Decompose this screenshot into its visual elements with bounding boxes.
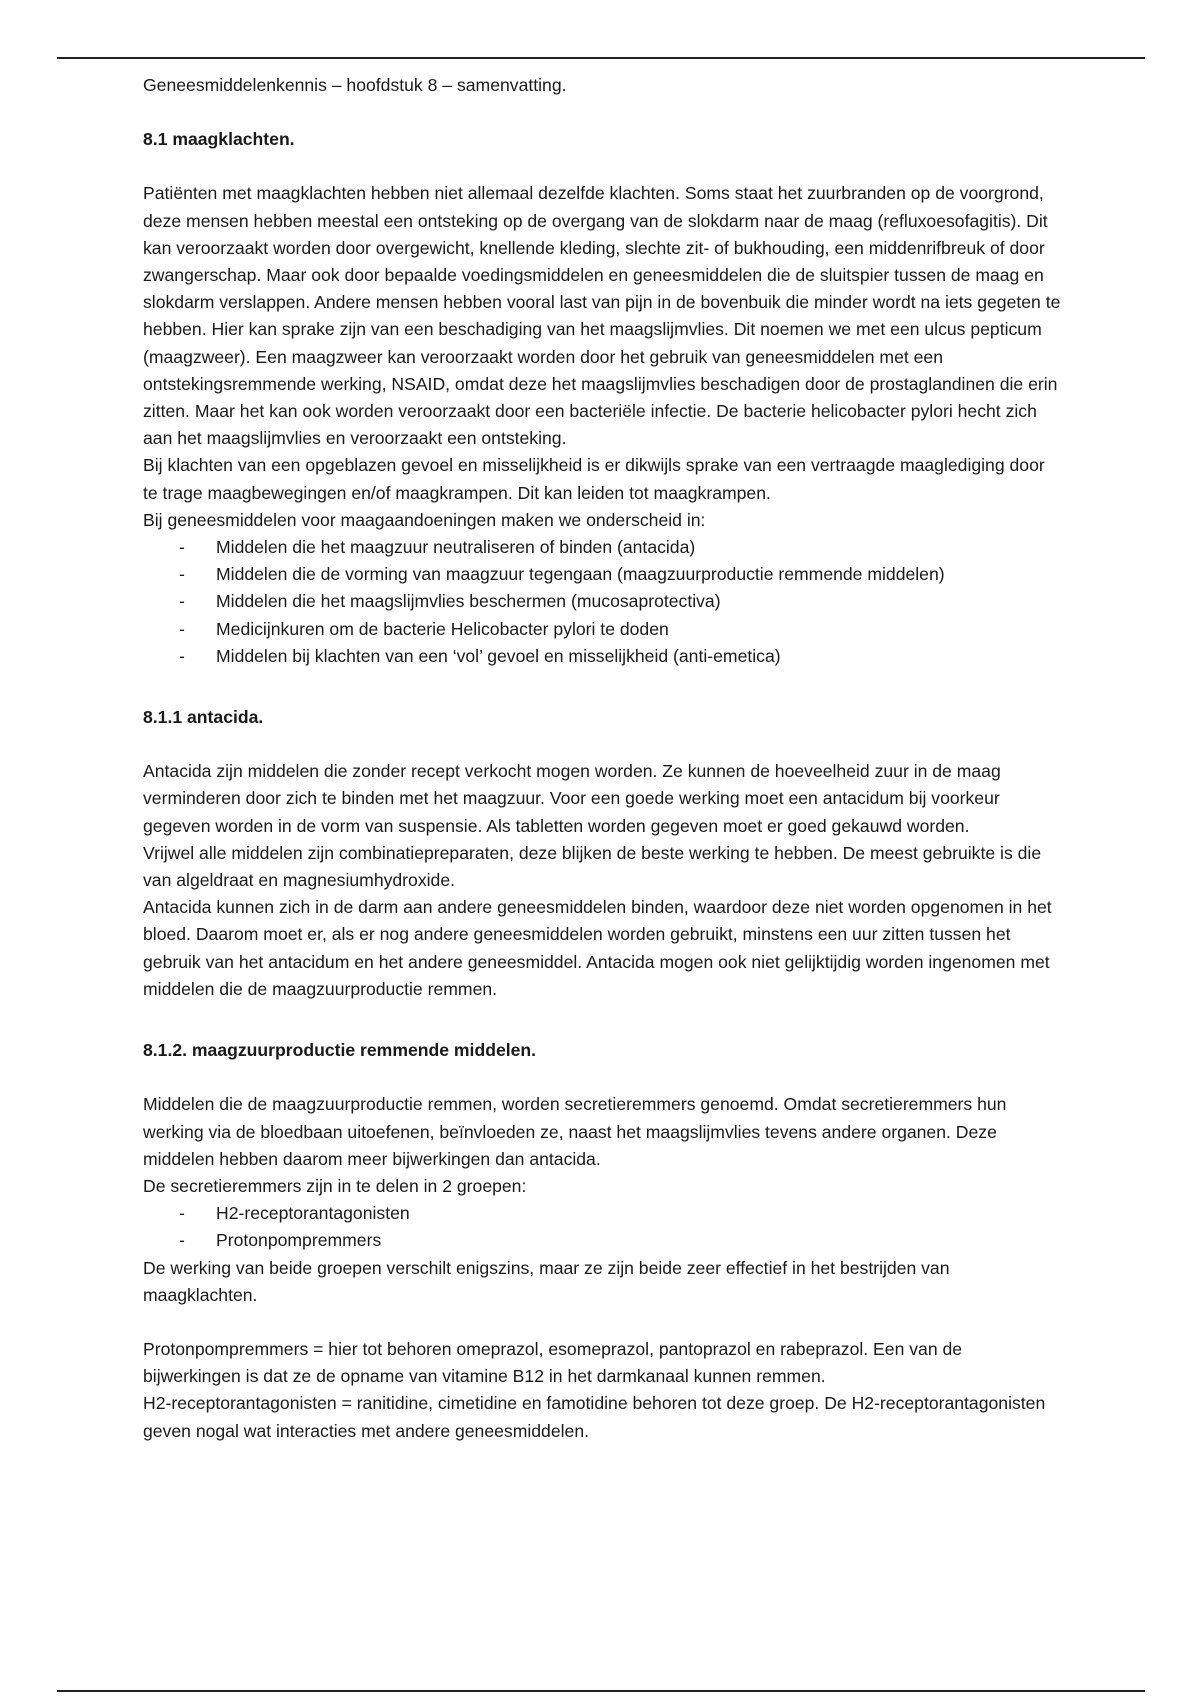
paragraph: Patiënten met maagklachten hebben niet allemaal dezelfde klachten. Soms staat het zuurbranden op de voorgrond, deze mensen hebben meestal een ontsteking op de overgang van de slokdarm naar de maag (refluxoesofagitis). Dit kan veroorzaakt worden door overgewicht, knellende kleding, slechte zit- of bukhouding, een middenrifbreuk of door zwangerschap. Maar ook door bepaalde voedingsmiddelen en geneesmiddelen die de sluitspier tussen de maag en slokdarm verslappen. Andere mensen hebben vooral last van pijn in de bovenbuik die minder wordt na iets gegeten te hebben. Hier kan sprake zijn van een beschadiging van het maagslijmvlies. Dit noemen we met een ulcus pepticum (maagzweer). Een maagzweer kan veroorzaakt worden door het gebruik van geneesmiddelen met een ontstekingsremmende werking, NSAID, omdat deze het maagslijmvlies beschadigen door de prostaglandinen die erin zitten. Maar het kan ook worden veroorzaakt door een bacteriële infectie. De bacterie helicobacter pylori hecht zich aan het maagslijmvlies en veroorzaakt een ontsteking. — [143, 183, 1061, 449]
list-item — [179, 588, 1063, 615]
list-item — [179, 643, 1063, 670]
list-item — [179, 616, 1063, 643]
list-marker: - — [179, 564, 185, 585]
paragraph: Antacida zijn middelen die zonder recept verkocht mogen worden. Ze kunnen de hoeveelheid zuur in de maag verminderen door zich te binden met het maagzuur. Voor een goede werking moet een antacidum bij voorkeur gegeven worden in de vorm van suspensie. Als tabletten worden gegeven moet er goed gekauwd worden. — [143, 761, 1001, 836]
list-item — [179, 534, 1063, 561]
section-heading-8-1-1: 8.1.1 antacida. — [143, 707, 264, 728]
footer-rule — [57, 1690, 1145, 1692]
document-page — [143, 72, 1063, 1445]
paragraph: De werking van beide groepen verschilt enigszins, maar ze zijn beide zeer effectief in het bestrijden van maagklachten. — [143, 1257, 950, 1305]
paragraph: Protonpompremmers = hier tot behoren omeprazol, esomeprazol, pantoprazol en rabeprazol. Een van de bijwerkingen is dat ze de opname van vitamine B12 in het darmkanaal kunnen remmen. — [143, 1338, 963, 1387]
paragraph: H2-receptorantagonisten = ranitidine, cimetidine en famotidine behoren tot deze groep. De H2-receptorantagonisten geven nogal wat interacties met andere geneesmiddelen. — [143, 1393, 1046, 1441]
list-item-text: Middelen die het maagslijmvlies beschermen (mucosaprotectiva) — [216, 591, 721, 612]
list-item-text: Middelen bij klachten van een ‘vol’ gevoel en misselijkheid (anti-emetica) — [216, 645, 781, 666]
medication-category-list — [143, 534, 1063, 670]
section-heading-8-1: 8.1 maagklachten. — [143, 129, 295, 150]
list-marker: - — [179, 1203, 185, 1224]
paragraph: Bij klachten van een opgeblazen gevoel en misselijkheid is er dikwijls sprake van een vertraagde maaglediging door te trage maagbewegingen en/of maagkrampen. Dit kan leiden tot maagkrampen. — [143, 455, 1045, 503]
secretion-inhibitor-group-list — [143, 1200, 1063, 1254]
spacer — [143, 670, 1063, 697]
list-marker: - — [179, 537, 185, 558]
list-item — [179, 561, 1063, 588]
paragraph: De secretieremmers zijn in te delen in 2 groepen: — [143, 1175, 527, 1196]
list-marker: - — [179, 591, 185, 612]
list-marker: - — [179, 645, 185, 666]
paragraph: Antacida kunnen zich in de darm aan andere geneesmiddelen binden, waardoor deze niet worden opgenomen in het bloed. Daarom moet er, als er nog andere geneesmiddelen worden gebruikt, minstens een uur zitten tussen het gebruik van het antacidum en het andere geneesmiddel. Antacida mogen ook niet gelijktijdig worden ingenomen met middelen die de maagzuurproductie remmen. — [143, 897, 1052, 999]
paragraph: Middelen die de maagzuurproductie remmen, worden secretieremmers genoemd. Omdat secretieremmers hun werking via de bloedbaan uitoefenen, beïnvloeden ze, naast het maagslijmvlies tevens andere organen. Deze middelen hebben daarom meer bijwerkingen dan antacida. — [143, 1094, 1007, 1169]
list-item-text: Protonpompremmers — [216, 1230, 382, 1251]
list-item-text: Medicijnkuren om de bacterie Helicobacter pylori te doden — [216, 618, 669, 639]
list-marker: - — [179, 1230, 185, 1251]
list-item-text: Middelen die de vorming van maagzuur tegengaan (maagzuurproductie remmende middelen) — [216, 564, 945, 585]
spacer — [143, 1003, 1063, 1030]
document-title: Geneesmiddelenkennis – hoofdstuk 8 – samenvatting. — [143, 75, 567, 95]
header-rule — [57, 57, 1145, 59]
list-item — [179, 1200, 1063, 1227]
paragraph: Bij geneesmiddelen voor maagaandoeningen maken we onderscheid in: — [143, 509, 706, 530]
list-item-text: H2-receptorantagonisten — [216, 1203, 410, 1224]
paragraph: Vrijwel alle middelen zijn combinatiepreparaten, deze blijken de beste werking te hebben. De meest gebruikte is die van algeldraat en magnesiumhydroxide. — [143, 842, 1042, 891]
list-item-text: Middelen die het maagzuur neutraliseren of binden (antacida) — [216, 537, 696, 558]
list-item — [179, 1227, 1063, 1254]
section-heading-8-1-2: 8.1.2. maagzuurproductie remmende middelen. — [143, 1040, 537, 1061]
spacer — [143, 1309, 1063, 1336]
list-marker: - — [179, 618, 185, 639]
